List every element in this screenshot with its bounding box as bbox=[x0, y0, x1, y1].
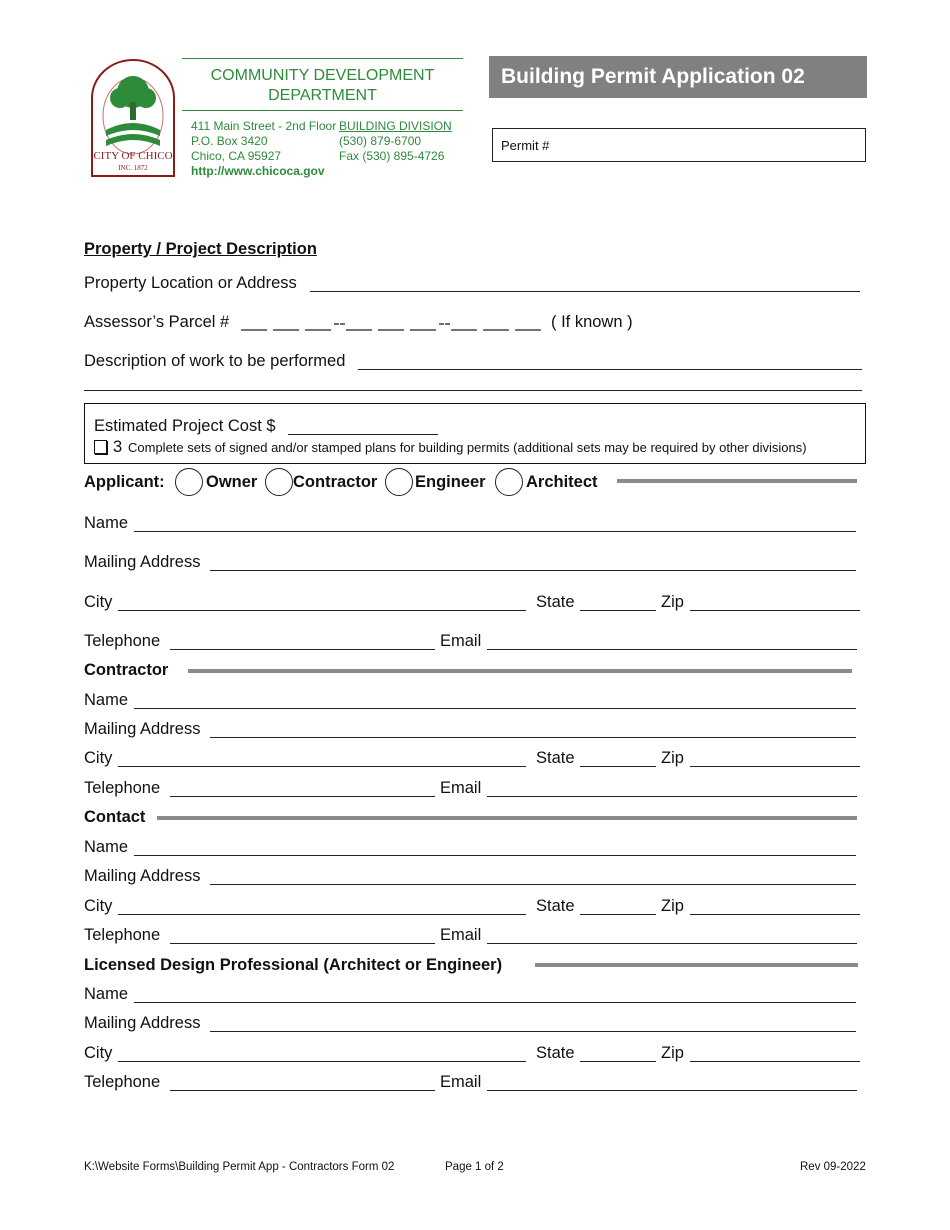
design-email-label: Email bbox=[440, 1073, 482, 1091]
permit-number-field[interactable] bbox=[492, 128, 866, 162]
parcel-suffix: ( If known ) bbox=[551, 313, 633, 331]
applicant-zip-label: Zip bbox=[661, 593, 684, 611]
contact-heading: Contact bbox=[84, 808, 146, 826]
applicant-state-input[interactable] bbox=[580, 592, 656, 611]
applicant-owner-label: Owner bbox=[206, 473, 258, 491]
applicant-radio-owner[interactable] bbox=[175, 468, 203, 496]
plans-checkbox[interactable] bbox=[94, 440, 107, 454]
applicant-engineer-label: Engineer bbox=[415, 473, 486, 491]
applicant-email-input[interactable] bbox=[487, 631, 857, 650]
contact-state-label: State bbox=[536, 897, 575, 915]
contractor-zip-label: Zip bbox=[661, 749, 684, 767]
design-name-label: Name bbox=[84, 985, 129, 1003]
parcel-input[interactable] bbox=[240, 312, 546, 332]
design-professional-divider bbox=[535, 963, 858, 967]
contractor-mailing-label: Mailing Address bbox=[84, 720, 201, 738]
contact-mailing-input[interactable] bbox=[210, 866, 856, 885]
applicant-name-input[interactable] bbox=[134, 513, 856, 532]
contractor-state-label: State bbox=[536, 749, 575, 767]
design-zip-input[interactable] bbox=[690, 1043, 860, 1062]
design-mailing-input[interactable] bbox=[210, 1013, 856, 1032]
contractor-telephone-label: Telephone bbox=[84, 779, 161, 797]
contractor-zip-input[interactable] bbox=[690, 748, 860, 767]
applicant-state-label: State bbox=[536, 593, 575, 611]
contractor-heading: Contractor bbox=[84, 661, 169, 679]
applicant-name-label: Name bbox=[84, 514, 129, 532]
property-heading: Property / Project Description bbox=[84, 240, 317, 258]
address-line1: 411 Main Street - 2nd Floor bbox=[191, 119, 337, 133]
contractor-city-input[interactable] bbox=[118, 748, 526, 767]
applicant-architect-label: Architect bbox=[526, 473, 598, 491]
footer-revision: Rev 09-2022 bbox=[800, 1161, 866, 1173]
website-link[interactable]: http://www.chicoca.gov bbox=[191, 164, 325, 178]
design-professional-heading: Licensed Design Professional (Architect or Engineer) bbox=[84, 956, 503, 974]
contact-name-label: Name bbox=[84, 838, 129, 856]
design-zip-label: Zip bbox=[661, 1044, 684, 1062]
division-phone: (530) 879-6700 bbox=[339, 134, 422, 148]
contact-divider bbox=[157, 816, 857, 820]
applicant-mailing-input[interactable] bbox=[210, 552, 856, 571]
contact-telephone-label: Telephone bbox=[84, 926, 161, 944]
description-input-line1[interactable] bbox=[358, 351, 862, 370]
logo-inc: INC. 1872 bbox=[118, 164, 148, 172]
form-title: Building Permit Application 02 bbox=[489, 56, 867, 98]
dept-rule-bottom bbox=[182, 110, 463, 111]
permit-number-label: Permit # bbox=[501, 138, 550, 153]
parcel-label: Assessor’s Parcel # bbox=[84, 313, 230, 331]
applicant-email-label: Email bbox=[440, 632, 482, 650]
property-location-input[interactable] bbox=[310, 273, 860, 292]
applicant-telephone-label: Telephone bbox=[84, 632, 161, 650]
contractor-state-input[interactable] bbox=[580, 748, 656, 767]
contractor-name-label: Name bbox=[84, 691, 129, 709]
contact-mailing-label: Mailing Address bbox=[84, 867, 201, 885]
logo-text: CITY OF CHICO bbox=[93, 150, 173, 162]
footer-page-number: Page 1 of 2 bbox=[445, 1161, 504, 1173]
contact-email-label: Email bbox=[440, 926, 482, 944]
contact-state-input[interactable] bbox=[580, 896, 656, 915]
contact-telephone-input[interactable] bbox=[170, 925, 435, 944]
contact-zip-label: Zip bbox=[661, 897, 684, 915]
contact-zip-input[interactable] bbox=[690, 896, 860, 915]
design-state-label: State bbox=[536, 1044, 575, 1062]
design-city-label: City bbox=[84, 1044, 113, 1062]
applicant-mailing-label: Mailing Address bbox=[84, 553, 201, 571]
division-label: BUILDING DIVISION bbox=[339, 119, 452, 133]
applicant-city-label: City bbox=[84, 593, 113, 611]
dept-name-line1: COMMUNITY DEVELOPMENT bbox=[210, 67, 435, 84]
design-state-input[interactable] bbox=[580, 1043, 656, 1062]
applicant-radio-engineer[interactable] bbox=[385, 468, 413, 496]
applicant-radio-contractor[interactable] bbox=[265, 468, 293, 496]
design-email-input[interactable] bbox=[487, 1072, 857, 1091]
contact-city-input[interactable] bbox=[118, 896, 526, 915]
plans-count: 3 bbox=[113, 438, 123, 456]
applicant-label: Applicant: bbox=[84, 473, 165, 491]
dept-name-line2: DEPARTMENT bbox=[268, 87, 377, 104]
design-telephone-label: Telephone bbox=[84, 1073, 161, 1091]
contractor-name-input[interactable] bbox=[134, 690, 856, 709]
contact-email-input[interactable] bbox=[487, 925, 857, 944]
applicant-divider bbox=[617, 479, 857, 483]
applicant-city-input[interactable] bbox=[118, 592, 526, 611]
estimated-cost-label: Estimated Project Cost $ bbox=[94, 417, 276, 435]
contact-name-input[interactable] bbox=[134, 837, 856, 856]
design-city-input[interactable] bbox=[118, 1043, 526, 1062]
estimated-cost-input[interactable] bbox=[288, 416, 438, 435]
design-name-input[interactable] bbox=[134, 984, 856, 1003]
address-line2: P.O. Box 3420 bbox=[191, 134, 268, 148]
design-mailing-label: Mailing Address bbox=[84, 1014, 201, 1032]
applicant-contractor-label: Contractor bbox=[293, 473, 378, 491]
dept-rule-top bbox=[182, 58, 463, 59]
division-fax: Fax (530) 895-4726 bbox=[339, 149, 445, 163]
description-label: Description of work to be performed bbox=[84, 352, 346, 370]
description-input-line2[interactable] bbox=[84, 372, 862, 391]
plans-text: Complete sets of signed and/or stamped plans for building permits (additional sets may be required by other divisions) bbox=[128, 440, 807, 455]
address-line3: Chico, CA 95927 bbox=[191, 149, 282, 163]
applicant-telephone-input[interactable] bbox=[170, 631, 435, 650]
design-telephone-input[interactable] bbox=[170, 1072, 435, 1091]
property-location-label: Property Location or Address bbox=[84, 274, 297, 292]
applicant-zip-input[interactable] bbox=[690, 592, 860, 611]
contractor-telephone-input[interactable] bbox=[170, 778, 435, 797]
contractor-city-label: City bbox=[84, 749, 113, 767]
contractor-mailing-input[interactable] bbox=[210, 719, 856, 738]
contractor-email-label: Email bbox=[440, 779, 482, 797]
footer-file-path: K:\Website Forms\Building Permit App - Contractors Form 02 bbox=[84, 1161, 395, 1173]
contact-city-label: City bbox=[84, 897, 113, 915]
contractor-divider bbox=[188, 669, 852, 673]
applicant-radio-architect[interactable] bbox=[495, 468, 523, 496]
contractor-email-input[interactable] bbox=[487, 778, 857, 797]
